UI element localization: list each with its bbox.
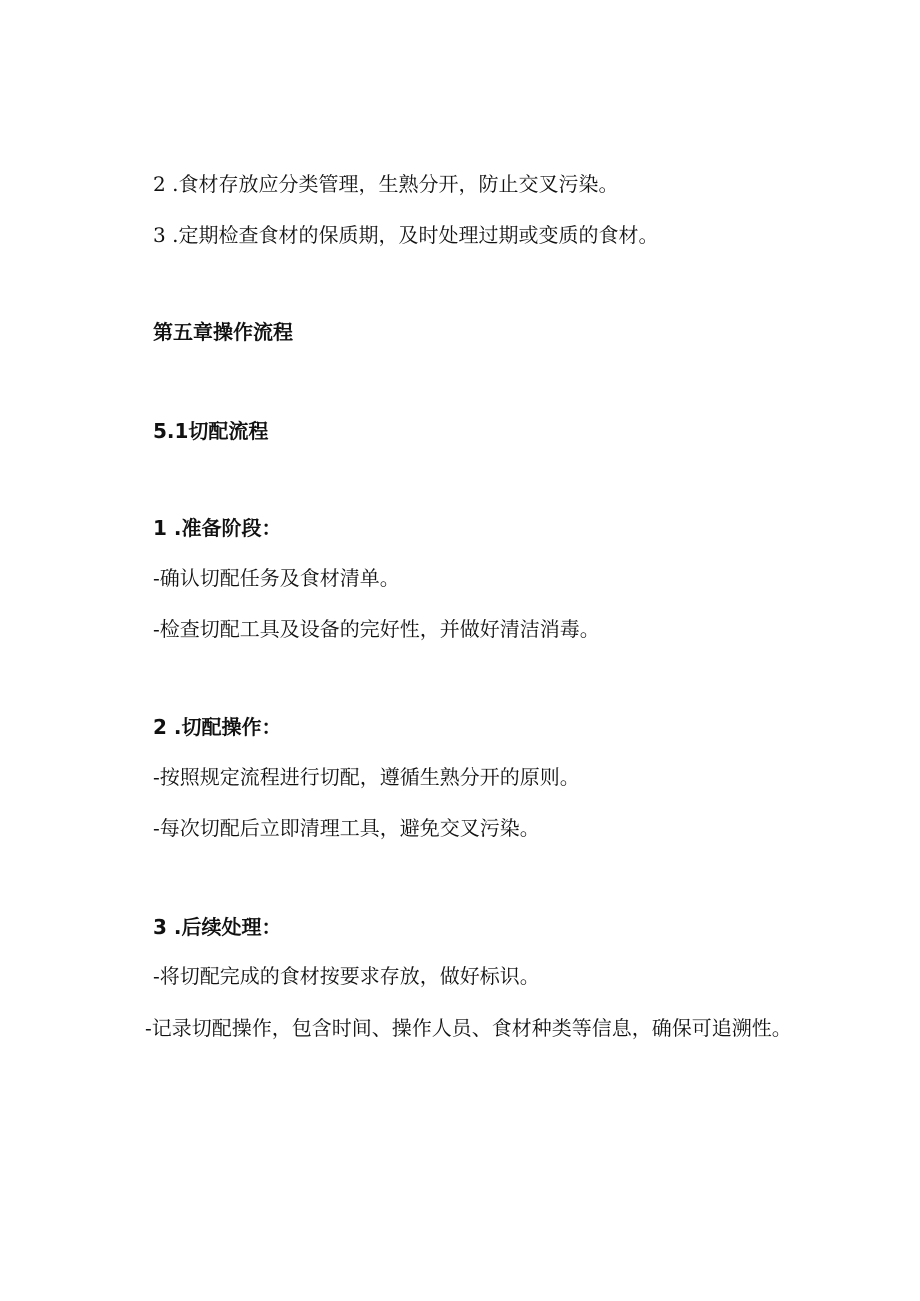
step-item: -检查切配工具及设备的完好性，并做好清洁消毒。 <box>153 617 600 641</box>
list-item-storage: 2 .食材存放应分类管理，生熟分开，防止交叉污染。 <box>153 172 619 196</box>
step-heading-followup: 3 .后续处理： <box>153 915 282 939</box>
section-title: 5.1切配流程 <box>153 419 269 443</box>
step-heading-prepare: 1 .准备阶段： <box>153 516 282 540</box>
step-heading-operate: 2 .切配操作： <box>153 715 282 739</box>
step-item: -按照规定流程进行切配，遵循生熟分开的原则。 <box>153 765 580 789</box>
step-item-wrapped: -记录切配操作，包含时间、操作人员、食材种类等信息，确保可追溯性。 <box>145 1016 792 1040</box>
chapter-title: 第五章操作流程 <box>153 320 293 344</box>
step-item: -将切配完成的食材按要求存放，做好标识。 <box>153 964 540 988</box>
step-item: -每次切配后立即清理工具，避免交叉污染。 <box>153 816 540 840</box>
list-item-shelf-life: 3 .定期检查食材的保质期，及时处理过期或变质的食材。 <box>153 223 659 247</box>
step-item: -确认切配任务及食材清单。 <box>153 566 400 590</box>
